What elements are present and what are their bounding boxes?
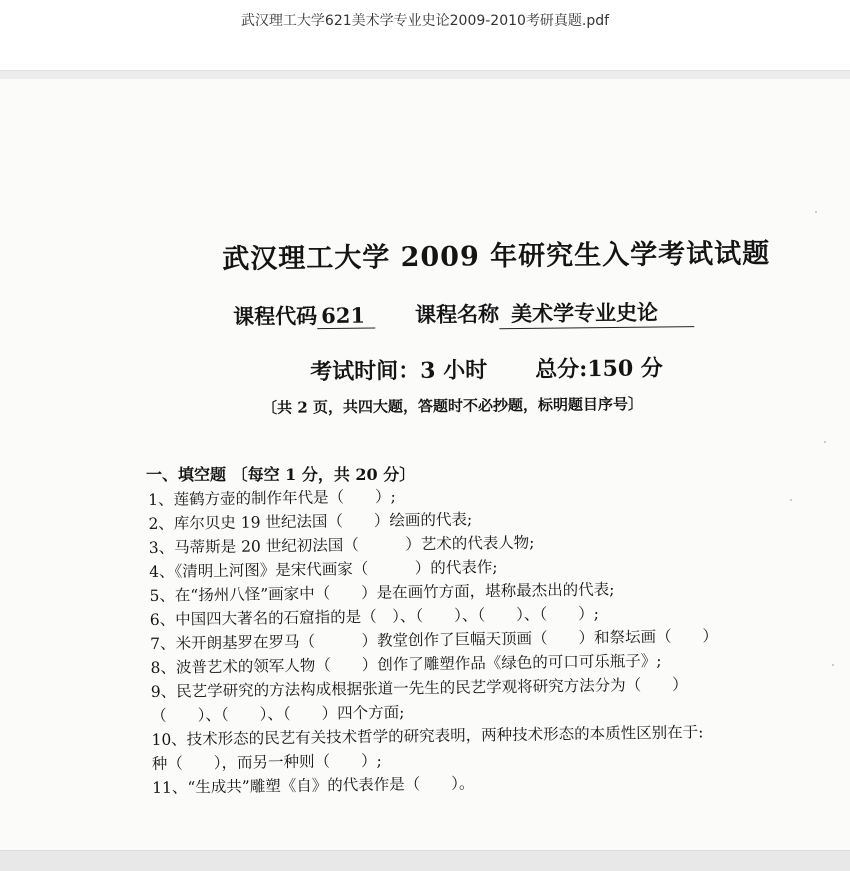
list-item: 6、中国四大著名的石窟指的是（ ）、（ ）、（ ）、（ ）; — [149, 604, 600, 629]
list-item: 1、莲鹤方壶的制作年代是（ ）; — [148, 487, 396, 509]
course-code-value: 621 — [317, 303, 375, 330]
course-code-label: 课程代码 — [233, 303, 318, 329]
course-name-value: 美术学专业史论 — [499, 296, 694, 329]
list-item: 种（ ），而另一种则（ ）; — [151, 751, 382, 773]
list-item: 11、“生成共”雕塑《自》的代表作是（ ）。 — [152, 774, 475, 797]
exam-time: 考试时间：3 小时 — [310, 357, 488, 385]
course-name-label: 课程名称 — [414, 301, 500, 328]
scan-speck — [815, 211, 817, 213]
scan-speck — [832, 664, 834, 666]
question-list — [148, 478, 850, 800]
scan-speck — [790, 499, 792, 501]
list-item: 5、在“扬州八怪”画家中（ ）是在画竹方面，堪称最杰出的代表; — [149, 580, 615, 605]
list-item: 2、库尔贝史 19 世纪法国（ ）绘画的代表; — [148, 510, 473, 533]
list-item: 3、马蒂斯是 20 世纪初法国（ ）艺术的代表人物; — [148, 533, 535, 557]
document-title: 武汉理工大学621美术学专业史论2009-2010考研真题.pdf — [240, 13, 610, 29]
exam-total-score: 总分:150 分 — [534, 355, 663, 383]
course-info-row — [233, 296, 694, 332]
list-item: 9、民艺学研究的方法构成根据张道一先生的民艺学观将研究方法分为（ ） — [150, 675, 688, 701]
list-item: 4、《清明上河图》是宋代画家（ ）的代表作; — [149, 558, 498, 581]
section-1-title: 一、填空题 〔每空 1 分，共 20 分〕 — [146, 465, 416, 484]
list-item: 10、技术形态的民艺有关技术哲学的研究表明，两种技术形态的本质性区别在于: — [151, 723, 704, 749]
exam-title: 武汉理工大学 2009 年研究生入学考试试题 — [222, 238, 771, 275]
exam-time-row — [310, 351, 663, 386]
list-item: （ ）、（ ）、（ ）四个方面; — [151, 703, 405, 725]
exam-note: 〔共 2 页，共四大题，答题时不必抄题，标明题目序号〕 — [262, 395, 644, 417]
scan-speck — [824, 441, 826, 443]
list-item: 7、米开朗基罗在罗马（ ）教堂创作了巨幅天顶画（ ）和祭坛画（ ） — [150, 627, 719, 653]
viewer-bottom-bar — [0, 850, 850, 871]
list-item: 8、波普艺术的领军人物（ ）创作了雕塑作品《绿色的可口可乐瓶子》; — [150, 651, 662, 677]
viewer-title-bar — [0, 0, 850, 72]
document-page — [0, 79, 850, 850]
